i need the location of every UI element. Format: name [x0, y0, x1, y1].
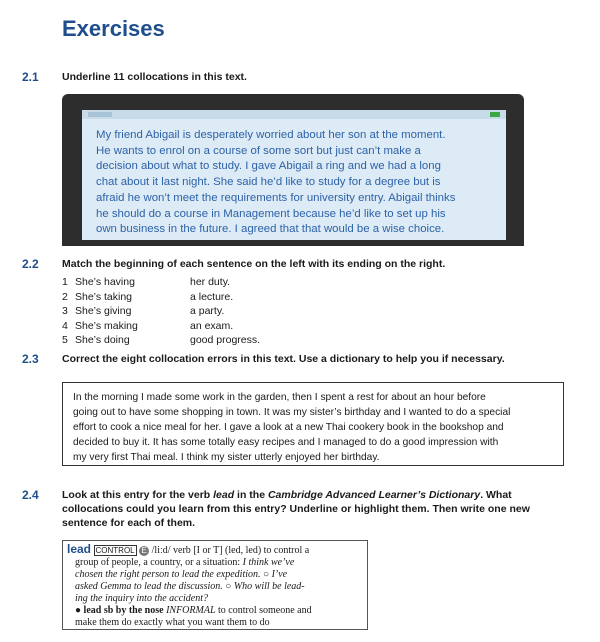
entry-line: ing the inquiry into the accident?: [75, 593, 209, 604]
exercise-number-2-3: 2.3: [22, 352, 39, 366]
sentence-ending: a lecture.: [190, 290, 234, 303]
entry-line: ● lead sb by the nose INFORMAL to control someone and: [75, 605, 312, 616]
text-line: going out to have some shopping in town. It was my sister’s birthday and I wanted to do a special: [73, 407, 511, 418]
level-badge: E: [139, 546, 149, 556]
item-number: 2: [62, 290, 68, 303]
sentence-ending: her duty.: [190, 276, 231, 288]
text-line: decision about what to study. I gave Abigail a ring and we had a long: [96, 160, 441, 173]
bullet-icon: ●: [75, 605, 84, 616]
instruction-line: sentence for each of them.: [62, 517, 196, 529]
exercise-number-2-2: 2.2: [22, 257, 39, 271]
item-number: 4: [62, 319, 68, 332]
text-line: he should do a course in Management because he’d like to set up his: [96, 207, 446, 220]
entry-line: asked Gemma to lead the discussion. ○ Who will be lead-: [75, 581, 305, 592]
matching-list: [62, 275, 322, 348]
sentence-beginning: She’s having: [75, 276, 135, 288]
entry-line: make them do exactly what you want them to do: [75, 617, 270, 628]
text-line: own business in the future. I agreed that that would be a wise choice.: [96, 223, 445, 236]
error-text-box: [62, 382, 564, 466]
text-line: chat about it last night. She said he’d like to study for a degree but is: [96, 176, 441, 189]
tablet-screen: [82, 110, 506, 240]
exercise-text-2-1: [96, 128, 496, 238]
instruction-line: Look at this entry for the verb lead in the Cambridge Advanced Learner’s Dictionary. What: [62, 489, 512, 501]
list-item: [62, 319, 322, 334]
item-number: 3: [62, 305, 68, 317]
exercise-instruction-2-1: Underline 11 collocations in this text.: [62, 71, 247, 83]
text-line: decided to buy it. It has some totally easy recipes and I managed to do a good impression with: [73, 437, 499, 448]
text-line: effort to cook a nice meal for her. I gave a look at a new Thai cookery book in the bookshop and: [73, 422, 504, 433]
item-number: 5: [62, 334, 68, 346]
sentence-beginning: She’s giving: [75, 305, 132, 317]
exercise-instruction-2-4: [62, 488, 530, 530]
item-number: 1: [62, 276, 68, 288]
list-item: [62, 333, 322, 348]
signal-icon: [88, 112, 112, 117]
text-line: My friend Abigail is desperately worried about her son at the moment.: [96, 129, 446, 141]
exercise-instruction-2-2: Match the beginning of each sentence on the left with its ending on the right.: [62, 258, 446, 270]
sentence-ending: an exam.: [190, 319, 234, 332]
sentence-beginning: She’s making: [75, 319, 138, 332]
text-line: He wants to enrol on a course of some sort but just can’t make a: [96, 144, 421, 157]
idiom-phrase: lead sb by the nose: [83, 605, 164, 616]
dictionary-entry: [62, 540, 368, 630]
exercise-text-2-3: [73, 390, 555, 465]
exercise-number-2-4: 2.4: [22, 488, 39, 502]
screen-status-bar: [82, 110, 506, 119]
list-item: [62, 290, 322, 305]
page-title: Exercises: [62, 16, 165, 41]
battery-icon: [490, 112, 500, 117]
text-line: my very first Thai meal. I think my sister utterly enjoyed her birthday.: [73, 452, 380, 463]
headword: lead: [67, 542, 92, 556]
sentence-beginning: She’s taking: [75, 290, 133, 303]
text-line: In the morning I made some work in the garden, then I spent a rest for about an hour before: [73, 392, 486, 403]
sentence-beginning: She’s doing: [75, 334, 130, 346]
list-item: [62, 304, 322, 319]
exercise-instruction-2-3: Correct the eight collocation errors in this text. Use a dictionary to help you if necessary.: [62, 353, 505, 365]
text-line: afraid he won’t meet the requirements for university entry. Abigail thinks: [96, 191, 456, 204]
entry-line: lead CONTROL E /liːd/ verb [I or T] (led, led) to control a: [67, 542, 310, 556]
exercise-number-2-1: 2.1: [22, 70, 39, 84]
instruction-line: collocations could you learn from this entry? Underline or highlight them. Then write one new: [62, 503, 530, 515]
sentence-ending: good progress.: [190, 334, 261, 346]
entry-line: group of people, a country, or a situation: I think we’ve: [75, 557, 295, 568]
sentence-ending: a party.: [190, 305, 225, 317]
list-item: [62, 275, 322, 290]
entry-line: chosen the right person to lead the expedition. ○ I’ve: [75, 569, 288, 580]
guideword-tag: CONTROL: [95, 546, 135, 555]
